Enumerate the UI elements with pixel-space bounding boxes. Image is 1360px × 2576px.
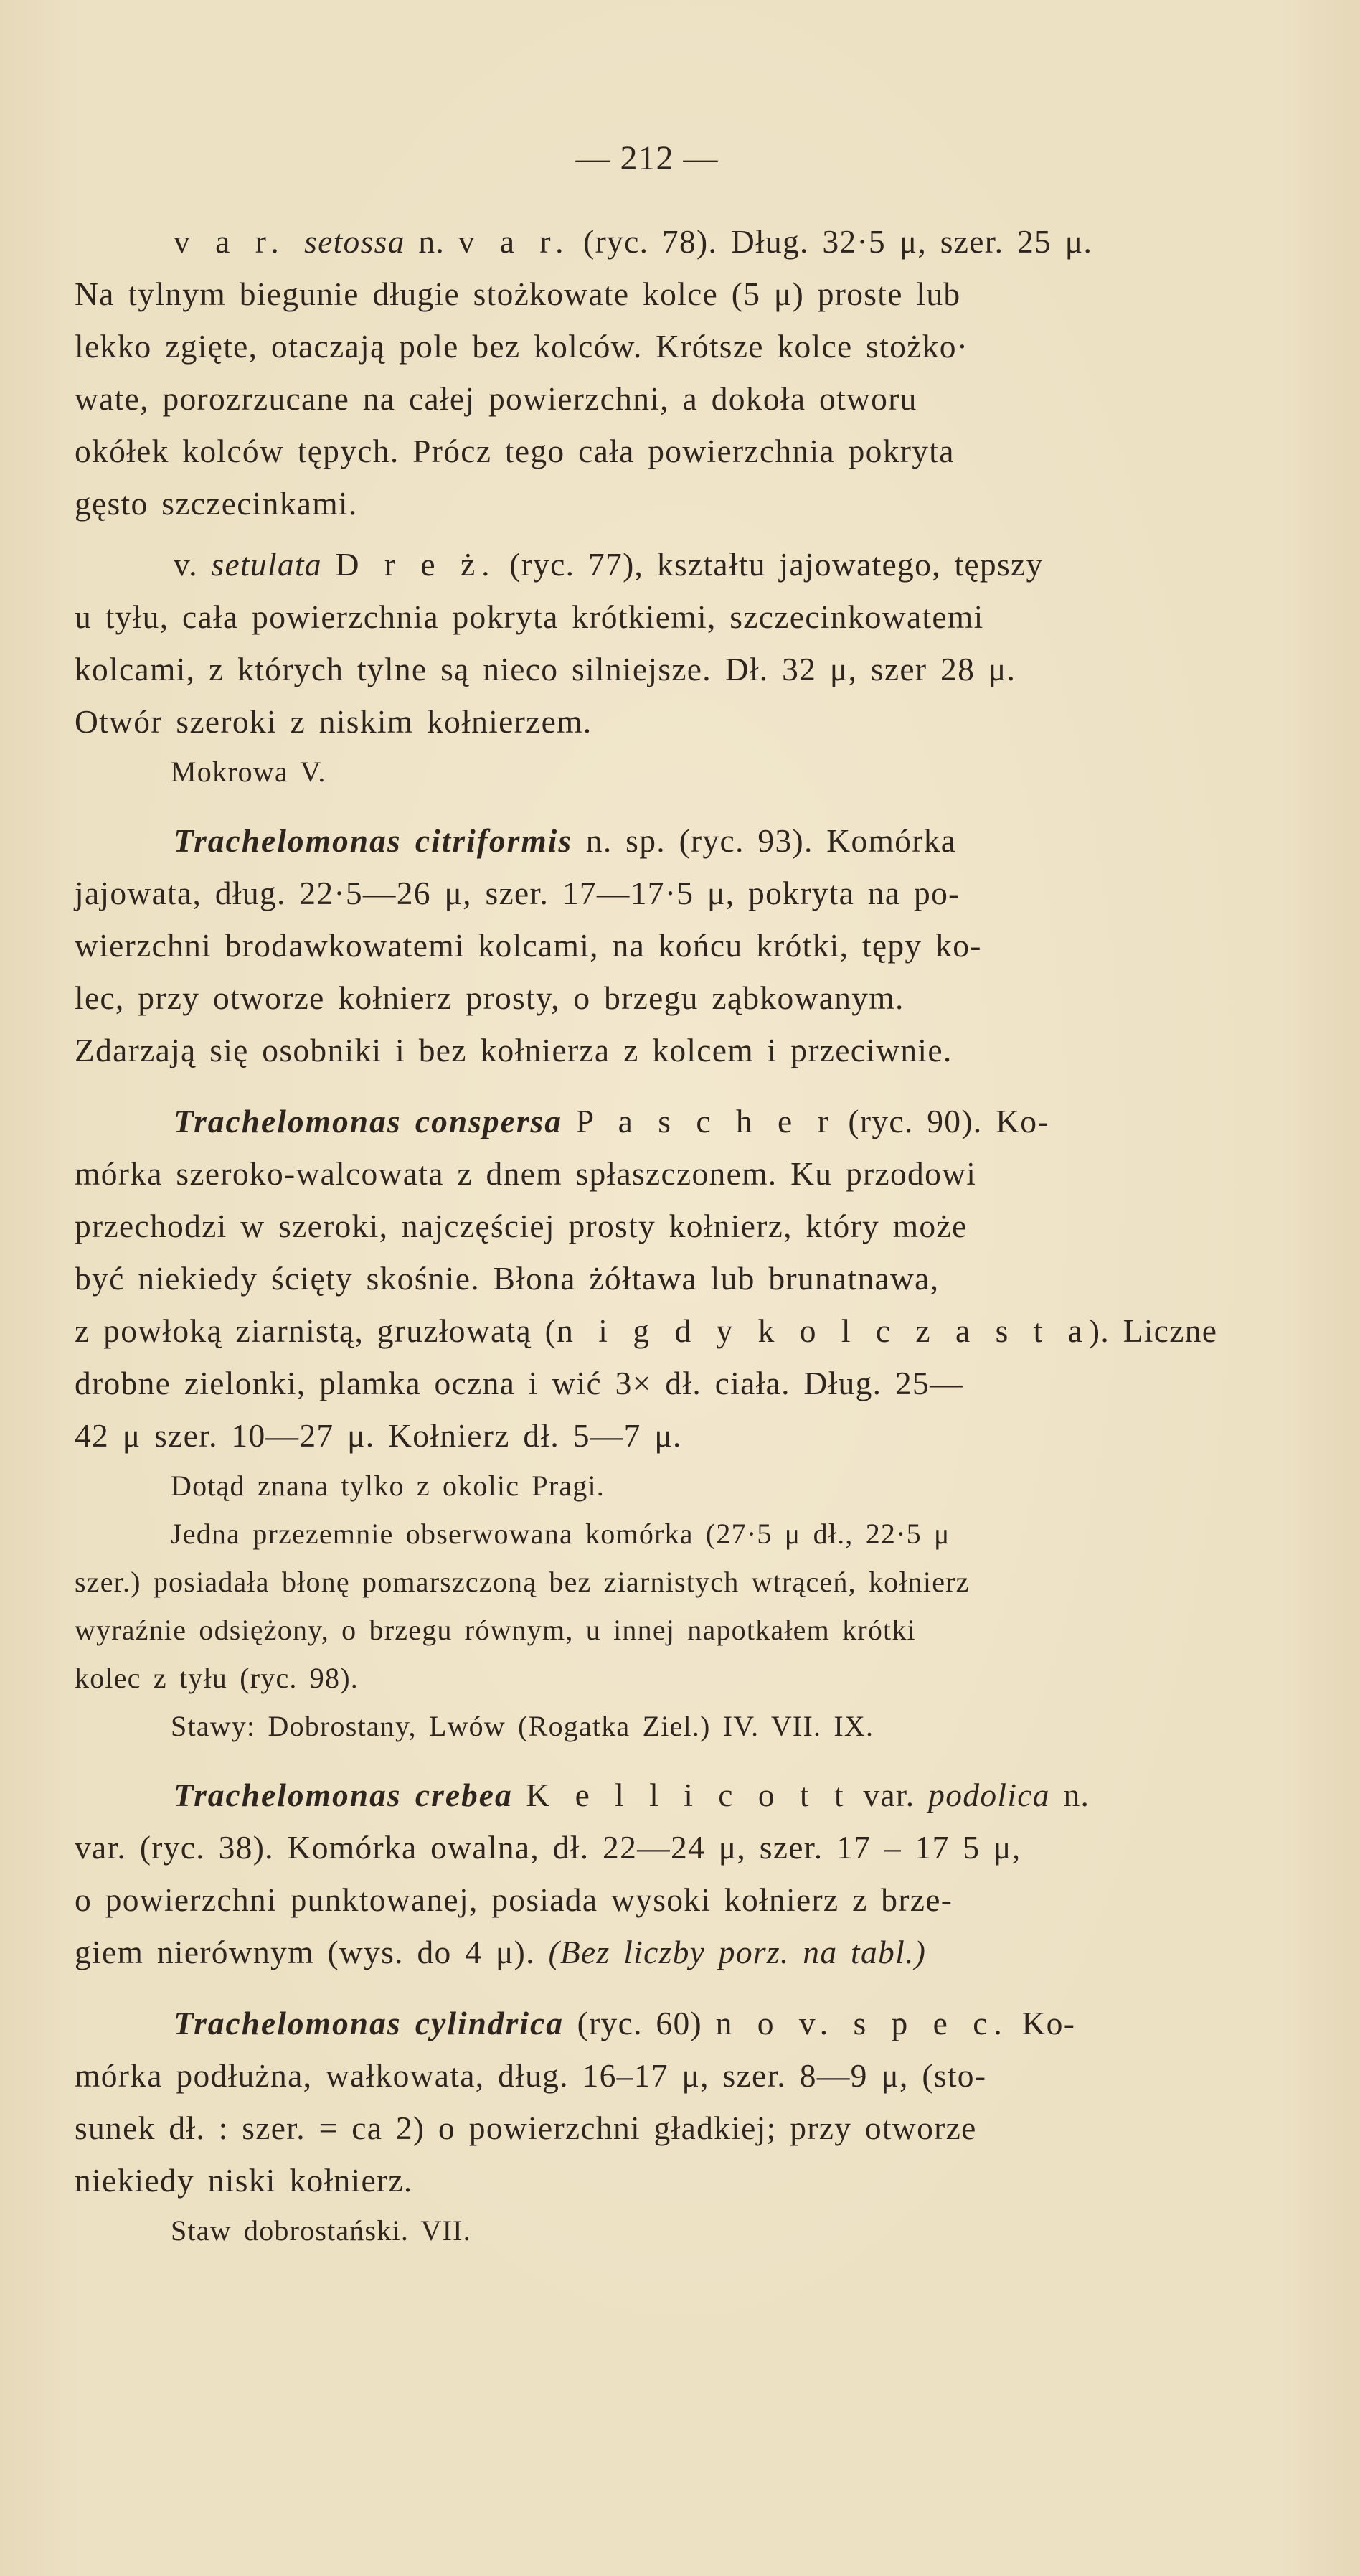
text-span: (ryc. 78). Dług. 32·5 μ, szer. 25 μ. [570, 223, 1093, 260]
text-line [75, 215, 1356, 268]
text-span: n. [405, 223, 458, 260]
text-line [75, 1095, 1356, 1147]
species-heading: Trachelomonas crebea [174, 1777, 513, 1813]
taxon-name: setossa [304, 223, 405, 260]
text-line: okółek kolców tępych. Prócz tego cała powierzchnia pokryta [75, 433, 955, 469]
paragraph-cylindrica [75, 1997, 1356, 2255]
text-line: być niekiedy ścięty skośnie. Błona żółtawa lub brunatnawa, [75, 1260, 940, 1297]
text-line: jajowata, dług. 22·5—26 μ, szer. 17—17·5 μ, pokryta na po- [75, 875, 960, 911]
text-line [75, 814, 1356, 867]
note-line: kolec z tyłu (ryc. 98). [75, 1662, 359, 1694]
note-line: Dotąd znana tylko z okolic Pragi. [171, 1470, 605, 1502]
text-span [322, 546, 336, 583]
text-line: mórka szeroko-walcowata z dnem spłaszczonem. Ku przodowi [75, 1155, 977, 1192]
page-number: — 212 — [575, 139, 719, 177]
species-heading: Trachelomonas cylindrica [174, 2005, 564, 2041]
taxon-name: podolica [928, 1777, 1050, 1813]
text-line [75, 1305, 1356, 1357]
text-line: lekko zgięte, otaczają pole bez kolców. Krótsze kolce stożko· [75, 328, 969, 365]
text-span: v. [174, 546, 212, 583]
text-line [75, 1769, 1356, 1821]
text-line: wate, porozrzucane na całej powierzchni, a dokoła otworu [75, 380, 917, 417]
text-line: niekiedy niski kołnierz. [75, 2162, 413, 2199]
text-line: lec, przy otworze kołnierz prosty, o brzegu ząbkowanym. [75, 979, 905, 1016]
paragraph-var-setossa [75, 215, 1356, 530]
locality-line: Mokrowa V. [171, 756, 326, 788]
taxon-name: setulata [211, 546, 322, 583]
paragraph-citriformis [75, 814, 1356, 1076]
text-line [75, 1997, 1356, 2049]
text-span: (ryc. 77), kształtu jajowatego, tępszy [496, 546, 1044, 583]
note-line: wyraźnie odsiężony, o brzegu równym, u innej napotkałem krótki [75, 1614, 916, 1646]
text-span: n i g d y k o l c z a s t a [557, 1312, 1089, 1349]
text-span: var. [863, 1777, 915, 1813]
text-line [75, 1926, 1356, 1978]
author-name: K e l l i c o t t [526, 1777, 850, 1813]
text-span: (ryc. 60) [563, 2005, 716, 2041]
species-heading: Trachelomonas citriformis [174, 822, 573, 859]
text-line: gęsto szczecinkami. [75, 485, 358, 522]
text-line: o powierzchni punktowanej, posiada wysoki kołnierz z brze- [75, 1881, 953, 1918]
text-line: sunek dł. : szer. = ca 2) o powierzchni gładkiej; przy otworze [75, 2110, 977, 2146]
paragraph-conspersa [75, 1095, 1356, 1750]
author-name: P a s c h e r [575, 1103, 835, 1139]
text-line: przechodzi w szeroki, najczęściej prosty kołnierz, który może [75, 1208, 968, 1244]
text-span [915, 1777, 928, 1813]
locality-line: Stawy: Dobrostany, Lwów (Rogatka Ziel.) IV. VII. IX. [171, 1710, 874, 1742]
text-line: Otwór szeroki z niskim kołnierzem. [75, 703, 592, 740]
text-line [75, 538, 1356, 591]
text-column [75, 136, 1356, 2255]
text-line: u tyłu, cała powierzchnia pokryta krótkiemi, szczecinkowatemi [75, 598, 984, 635]
text-line: drobne zielonki, plamka oczna i wić 3× dł. ciała. Dług. 25— [75, 1365, 963, 1401]
text-span: v a r. [174, 223, 305, 260]
text-line: kolcami, z których tylne są nieco silniejsze. Dł. 32 μ, szer 28 μ. [75, 651, 1016, 687]
text-line: Na tylnym biegunie długie stożkowate kolce (5 μ) proste lub [75, 276, 961, 312]
text-line: wierzchni brodawkowatemi kolcami, na końcu krótki, tępy ko- [75, 927, 982, 964]
note-line: szer.) posiadała błonę pomarszczoną bez ziarnistych wtrąceń, kołnierz [75, 1566, 970, 1598]
text-span: n o v. s p e c. [715, 2005, 1009, 2041]
text-span [562, 1103, 576, 1139]
text-line: mórka podłużna, wałkowata, dług. 16–17 μ, szer. 8—9 μ, (sto- [75, 2057, 987, 2094]
text-line: Zdarzają się osobniki i bez kołnierza z kolcem i przeciwnie. [75, 1032, 953, 1068]
text-span [850, 1777, 864, 1813]
text-span: n. [1049, 1777, 1090, 1813]
species-heading: Trachelomonas conspersa [174, 1103, 562, 1139]
text-span: z powłoką ziarnistą, gruzłowatą ( [75, 1312, 557, 1349]
locality-line: Staw dobrostański. VII. [171, 2214, 471, 2247]
text-span: Ko- [1008, 2005, 1076, 2041]
text-span: v a r. [458, 223, 570, 260]
text-span: ). Liczne [1088, 1312, 1218, 1349]
text-span: (ryc. 90). Ko- [834, 1103, 1049, 1139]
text-span: giem nierównym (wys. do 4 μ). [75, 1934, 549, 1970]
text-span: n. sp. (ryc. 93). Komórka [572, 822, 957, 859]
text-line: 42 μ szer. 10—27 μ. Kołnierz dł. 5—7 μ. [75, 1417, 682, 1454]
note-line: Jedna przezemnie obserwowana komórka (27·5 μ dł., 22·5 μ [171, 1518, 950, 1550]
paragraph-var-setulata [75, 538, 1356, 796]
text-span [513, 1777, 526, 1813]
author-name: D r e ż. [335, 546, 496, 583]
paragraph-crebea [75, 1769, 1356, 1978]
text-span: (Bez liczby porz. na tabl.) [548, 1934, 927, 1970]
text-line: var. (ryc. 38). Komórka owalna, dł. 22—24 μ, szer. 17 – 17 5 μ, [75, 1829, 1021, 1866]
